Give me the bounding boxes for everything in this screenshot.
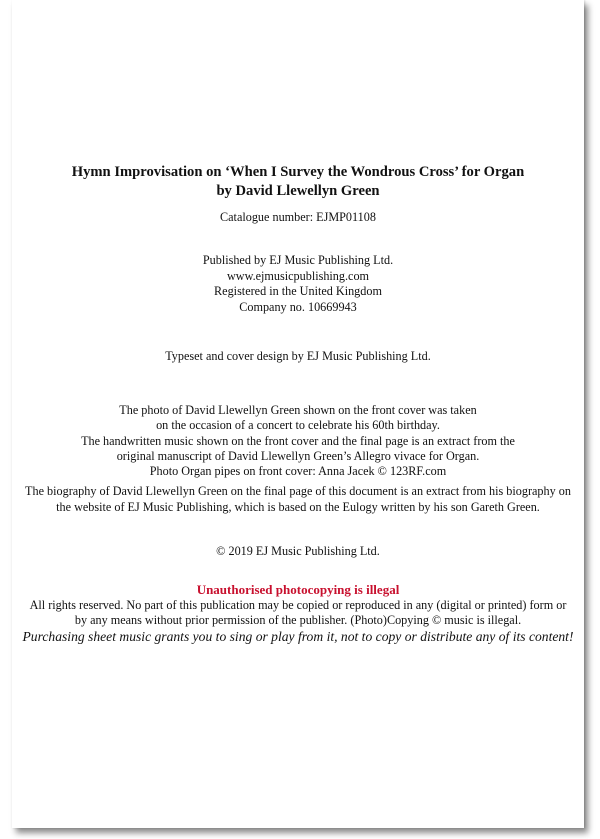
publisher-name: Published by EJ Music Publishing Ltd. <box>202 253 394 267</box>
photo-credit-line: on the occasion of a concert to celebrate his 60th birthday. <box>156 418 440 433</box>
photo-credits <box>12 403 584 479</box>
photo-credit-line: original manuscript of David Llewellyn Green’s Allegro vivace for Organ. <box>116 448 480 463</box>
publisher-registered: Registered in the United Kingdom <box>214 284 382 298</box>
title-line-1: Hymn Improvisation on ‘When I Survey the Wondrous Cross’ for Organ <box>71 164 525 180</box>
document-page <box>12 0 584 828</box>
typeset-credit: Typeset and cover design by EJ Music Publishing Ltd. <box>165 349 431 363</box>
rights-line: All rights reserved. No part of this publication may be copied or reproduced in any (digital or printed) form or <box>29 597 567 612</box>
title-line-2: by David Llewellyn Green <box>216 183 380 199</box>
purchase-notice: Purchasing sheet music grants you to sing or play from it, not to copy or distribute any of its content! <box>22 629 574 644</box>
photo-credit-line: The photo of David Llewellyn Green shown on the front cover was taken <box>119 403 477 417</box>
biography-line: The biography of David Llewellyn Green on the final page of this document is an extract from his biography on <box>25 484 571 498</box>
publisher-company-number: Company no. 10669943 <box>239 299 357 314</box>
biography-line: the website of EJ Music Publishing, which is based on the Eulogy written by his son Gareth Green. <box>56 499 540 514</box>
copyright-notice: © 2019 EJ Music Publishing Ltd. <box>216 544 380 558</box>
photo-credit-line: Photo Organ pipes on front cover: Anna Jacek © 123RF.com <box>149 464 447 479</box>
page-title <box>12 163 584 201</box>
publisher-website: www.ejmusicpublishing.com <box>226 268 370 283</box>
rights-line: by any means without prior permission of the publisher. (Photo)Copying © music is illegal. <box>74 613 522 627</box>
catalogue-number: Catalogue number: EJMP01108 <box>220 210 376 224</box>
rights-notice <box>12 582 584 629</box>
photo-credit-line: The handwritten music shown on the front cover and the final page is an extract from the <box>81 433 515 448</box>
photocopy-warning: Unauthorised photocopying is illegal <box>196 582 400 597</box>
publisher-info <box>12 253 584 315</box>
biography-note <box>12 484 584 515</box>
